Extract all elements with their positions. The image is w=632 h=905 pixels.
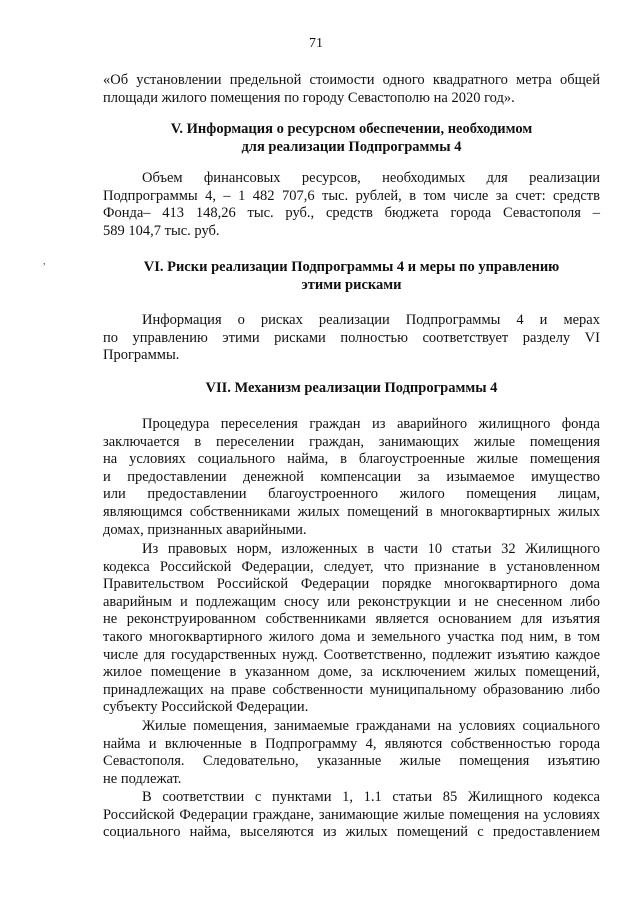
paragraph-line: найма и включенные в Подпрограмму 4, являются собственностью города: [103, 735, 600, 752]
section-7-paragraph-3: [103, 718, 600, 788]
paragraph-line: Севастополя. Следовательно, указанные жилые помещения изъятию: [103, 753, 600, 770]
paragraph-line: Правительством Российской Федерации порядке многоквартирного дома: [103, 576, 600, 593]
paragraph-line: Подпрограммы 4, – 1 482 707,6 тыс. рублей, в том числе за счет: средств: [103, 187, 600, 204]
section-5-heading: [103, 121, 600, 156]
paragraph-line: не подлежат.: [103, 770, 182, 787]
section-7-heading: [103, 380, 600, 398]
paragraph-line: Фонда– 413 148,26 тыс. руб., средств бюджета города Севастополя –: [103, 205, 600, 222]
section-7-paragraph-1: [103, 416, 600, 539]
paragraph-line: и предоставлении денежной компенсации за изымаемое имущество: [103, 468, 600, 485]
paragraph-line: Программы.: [103, 347, 180, 364]
paragraph-line: Объем финансовых ресурсов, необходимых для реализации: [142, 170, 600, 186]
paragraph-line: по управлению этими рисками полностью соответствует разделу VI: [103, 329, 600, 346]
section-7-paragraph-2: [103, 541, 600, 717]
paragraph-line: Из правовых норм, изложенных в части 10 статьи 32 Жилищного: [142, 541, 600, 557]
paragraph-line: на условиях социального найма, в благоустроенные жилые помещения: [103, 451, 600, 468]
paragraph-line: аварийным и подлежащим сносу или реконструкции и не снесенном либо: [103, 593, 600, 610]
heading-line: V. Информация о ресурсном обеспечении, необходимом: [170, 121, 533, 137]
paragraph-line: такого многоквартирного жилого дома и земельного участка под ним, в том: [103, 628, 600, 645]
paragraph-line: Жилые помещения, занимаемые гражданами на условиях социального: [142, 718, 600, 734]
paragraph-line: принадлежащих на праве собственности муниципальному образованию либо: [103, 681, 600, 698]
paragraph-line: жилое помещение в указанном доме, за исключением жилых помещений,: [103, 664, 600, 681]
heading-line: этими рисками: [301, 276, 402, 293]
margin-mark: ,: [43, 256, 46, 267]
paragraph-line: заключается в переселении граждан, занимающих жилые помещения: [103, 433, 600, 450]
paragraph-line: не реконструированном собственниками является основанием для изъятия: [103, 611, 600, 628]
heading-line: для реализации Подпрограммы 4: [241, 138, 462, 155]
intro-line: «Об установлении предельной стоимости одного квадратного метра общей: [103, 72, 600, 88]
section-5-paragraph: [103, 170, 600, 240]
paragraph-line: являющимся собственниками жилых помещений в многоквартирных жилых: [103, 503, 600, 520]
heading-line: VII. Механизм реализации Подпрограммы 4: [205, 380, 498, 396]
paragraph-line: кодекса Российской Федерации, следует, что признание в установленном: [103, 558, 600, 575]
intro-line: площади жилого помещения по городу Севастополю на 2020 год».: [103, 89, 515, 106]
paragraph-line: 589 104,7 тыс. руб.: [103, 222, 220, 239]
heading-line: VI. Риски реализации Подпрограммы 4 и меры по управлению: [143, 259, 560, 275]
section-6-paragraph: [103, 312, 600, 365]
intro-paragraph: [103, 72, 600, 107]
paragraph-line: социального найма, выселяются из жилых помещений с предоставлением: [103, 824, 600, 841]
page-number: 71: [309, 36, 323, 51]
paragraph-line: числе для государственных нужд. Соответственно, подлежит изъятию каждое: [103, 646, 600, 663]
paragraph-line: субъекту Российской Федерации.: [103, 699, 309, 716]
paragraph-line: В соответствии с пунктами 1, 1.1 статьи 85 Жилищного кодекса: [142, 789, 600, 805]
paragraph-line: домах, признанных аварийными.: [103, 521, 307, 538]
paragraph-line: Российской Федерации граждане, занимающие жилые помещения на условиях: [103, 806, 600, 823]
paragraph-line: Информация о рисках реализации Подпрограммы 4 и мерах: [142, 312, 600, 328]
section-7-paragraph-4: [103, 789, 600, 842]
paragraph-line: или предоставлении благоустроенного жилого помещения лицам,: [103, 486, 600, 503]
paragraph-line: Процедура переселения граждан из аварийного жилищного фонда: [142, 416, 600, 432]
section-6-heading: [103, 259, 600, 294]
